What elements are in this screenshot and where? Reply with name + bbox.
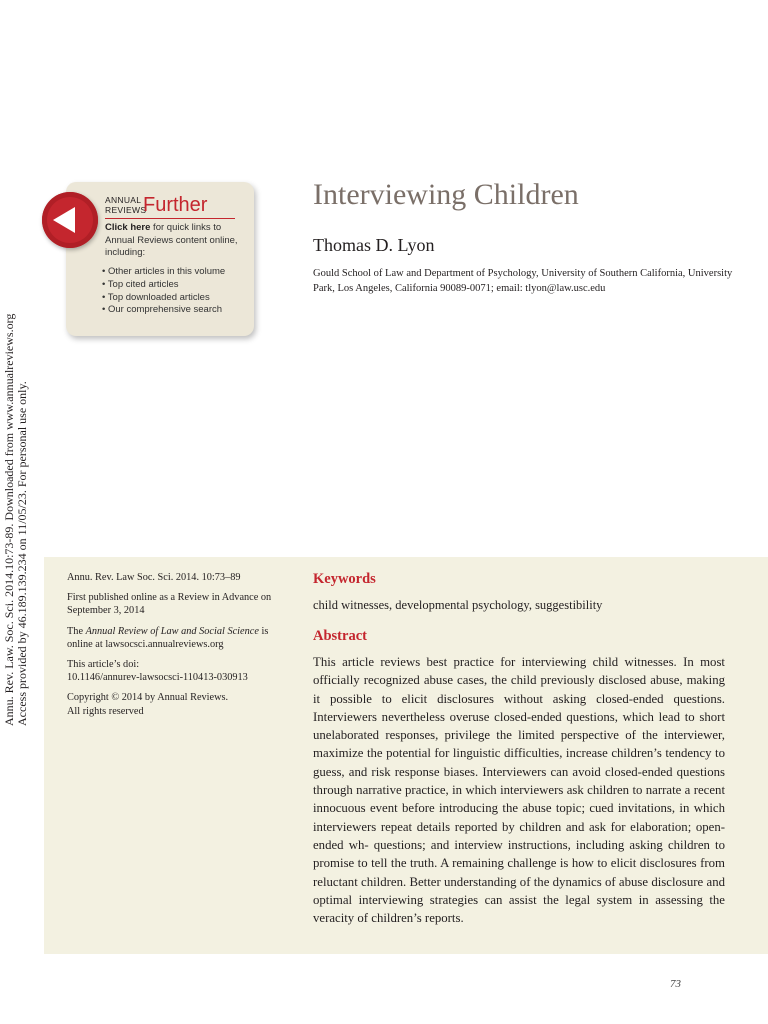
author-affiliation: Gould School of Law and Department of Psychology, University of Southern California, University Park, Los Angeles, California 90089-0071; email: tlyon@law.usc.edu — [313, 268, 733, 294]
further-title: Further — [143, 194, 208, 216]
page-number: 73 — [670, 978, 681, 990]
journal-prefix: The — [67, 625, 86, 637]
keywords-heading: Keywords — [313, 571, 376, 587]
abstract-heading: Abstract — [313, 628, 367, 644]
download-notice-line1: Annu. Rev. Law. Soc. Sci. 2014.10:73-89. Downloaded from www.annualreviews.org — [2, 313, 16, 726]
copyright: Copyright © 2014 by Annual Reviews. — [67, 692, 229, 704]
further-link-search[interactable]: • Our comprehensive search — [102, 304, 223, 316]
abstract-text: This article reviews best practice for interviewing child witnesses. In most officially recognized abuse cases, the child previously disclosed abuse, making it possible to elicit disclosures without asking closed-ended questions. Interviewers nevertheless overuse closed-ended questions, which lead to short unelaborated responses, privilege the limited perspective of the interviewer, maximize the potential for linguistic difficulties, increase children’s tendency to guess, and risk response biases. Interviewers can avoid closed-ended questions through narrative practice, in which interviewers ask children to narrate a recent innocuous event before introducing the abuse topic; cued invitations, in which interviewers repeat details reported by children and ask for elaboration; open-ended wh- questions; and interview instructions, including asking children to promise to tell the truth. A remaining challenge is how to elicit disclosures from reluctant children. Better understanding of the dynamics of abuse disclosure and optimal interviewing strategies can assist the legal system in assessing the veracity of children’s reports. — [313, 655, 725, 926]
rights: All rights reserved — [67, 705, 144, 717]
download-notice — [0, 296, 44, 726]
copyright-block — [67, 691, 287, 717]
further-link-other-articles[interactable]: • Other articles in this volume — [102, 266, 226, 277]
download-notice-line2: Access provided by 46.189.139.234 on 11/05/23. For personal use only. — [15, 381, 29, 726]
journal-online — [67, 625, 287, 651]
click-here-link[interactable]: Click here — [105, 222, 151, 233]
further-divider — [105, 218, 235, 219]
keywords-text: child witnesses, developmental psychology, suggestibility — [313, 598, 603, 612]
doi-label: This article’s doi: — [67, 659, 140, 671]
doi-value[interactable]: 10.1146/annurev-lawsocsci-110413-030913 — [67, 672, 248, 684]
logo-reviews: REVIEWS — [105, 205, 147, 215]
logo-annual: ANNUAL — [105, 195, 142, 205]
journal-name: Annual Review of Law and Social Science — [85, 625, 259, 637]
further-description-text: for quick links to Annual Reviews content online, including: — [105, 222, 238, 258]
first-published: First published online as a Review in Advance on September 3, 2014 — [67, 592, 272, 617]
article-author: Thomas D. Lyon — [313, 235, 435, 255]
further-description — [105, 222, 245, 260]
further-link-top-downloaded[interactable]: • Top downloaded articles — [102, 291, 210, 303]
article-metadata — [67, 571, 287, 725]
journal-suffix: is online at lawsocsci.annualreviews.org — [67, 625, 269, 650]
back-arrow-icon[interactable] — [42, 192, 98, 248]
further-link-top-cited[interactable]: • Top cited articles — [102, 278, 179, 290]
doi-block — [67, 658, 287, 684]
further-links-list — [102, 266, 225, 317]
annual-reviews-logo — [105, 195, 146, 215]
article-title: Interviewing Children — [313, 178, 579, 211]
citation: Annu. Rev. Law Soc. Sci. 2014. 10:73–89 — [67, 572, 241, 583]
